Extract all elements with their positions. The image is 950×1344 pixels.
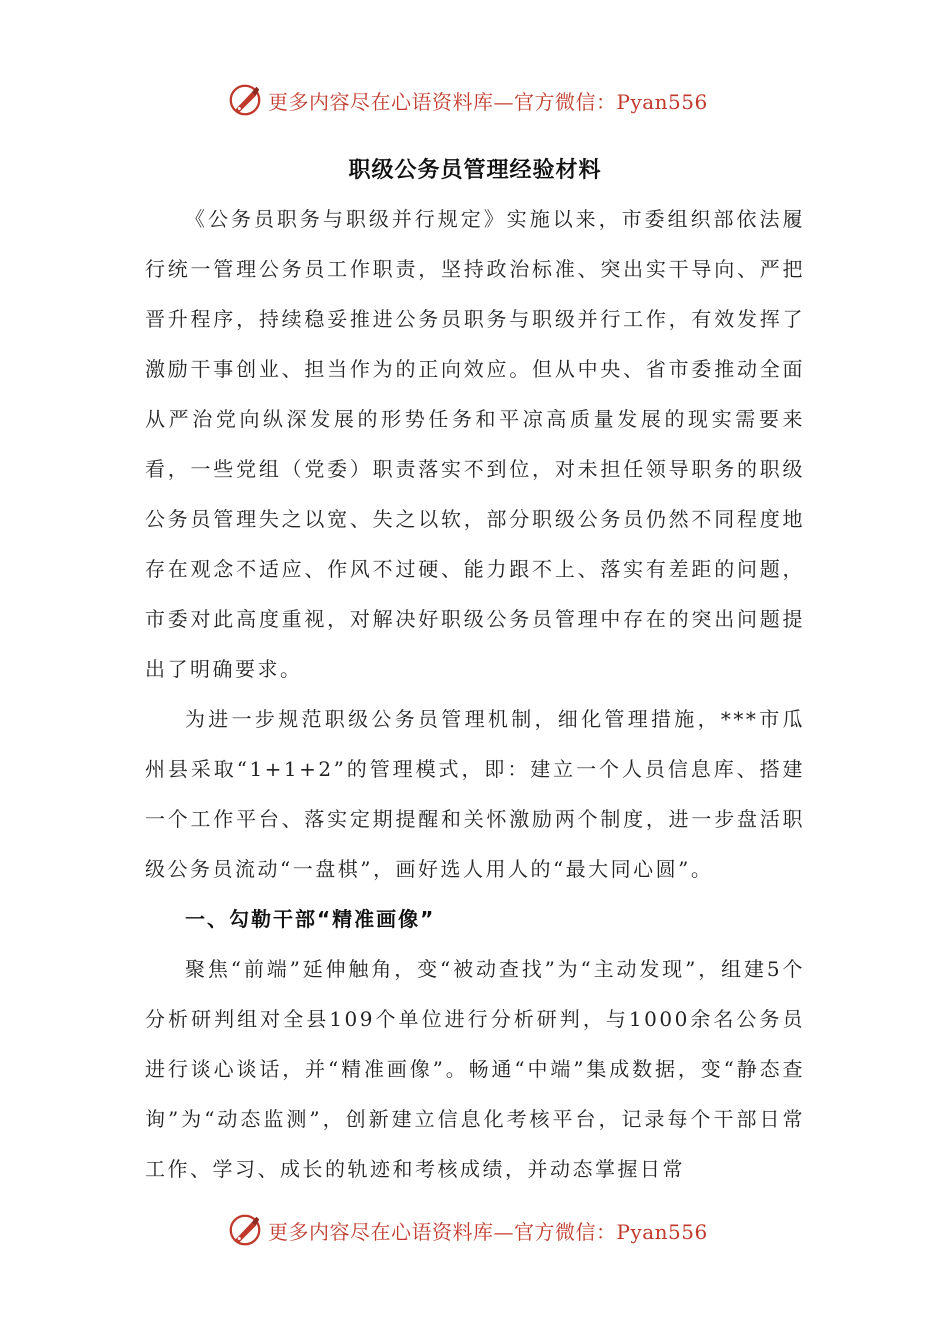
watermark-text: 更多内容尽在心语资料库—官方微信：Pyan556: [268, 89, 708, 114]
document-body: [145, 194, 805, 1194]
document-title: 职级公务员管理经验材料: [348, 158, 602, 183]
watermark-group: [226, 1210, 708, 1250]
pen-nib-logo-icon: [226, 1211, 264, 1249]
watermark-footer: [0, 1210, 950, 1250]
watermark-text: 更多内容尽在心语资料库—官方微信：Pyan556: [268, 1219, 708, 1244]
paragraph: 聚焦“前端”延伸触角，变“被动查找”为“主动发现”，组建5个分析研判组对全县109个单位进行分析研判，与1000余名公务员进行谈心谈话，并“精准画像”。畅通“中端”集成数据，变“静态查询”为“动态监测”，创新建立信息化考核平台，记录每个干部日常工作、学习、成长的轨迹和考核成绩，并动态掌握日常: [145, 957, 805, 1181]
paragraph: 《公务员职务与职级并行规定》实施以来，市委组织部依法履行统一管理公务员工作职责，坚持政治标准、突出实干导向、严把晋升程序，持续稳妥推进公务员职务与职级并行工作，有效发挥了激励干事创业、担当作为的正向效应。但从中央、省市委推动全面从严治党向纵深发展的形势任务和平凉高质量发展的现实需要来看，一些党组（党委）职责落实不到位，对未担任领导职务的职级公务员管理失之以宽、失之以软，部分职级公务员仍然不同程度地存在观念不适应、作风不过硬、能力跟不上、落实有差距的问题，市委对此高度重视，对解决好职级公务员管理中存在的突出问题提出了明确要求。: [145, 207, 805, 681]
section-heading: 一、勾勒干部“精准画像”: [185, 907, 436, 931]
watermark-group: [226, 80, 708, 120]
paragraph: 为进一步规范职级公务员管理机制，细化管理措施，***市瓜州县采取“1+1+2”的管理模式，即：建立一个人员信息库、搭建一个工作平台、落实定期提醒和关怀激励两个制度，进一步盘活职级公务员流动“一盘棋”，画好选人用人的“最大同心圆”。: [145, 707, 805, 881]
watermark-header: [0, 80, 950, 120]
pen-nib-logo-icon: [226, 81, 264, 119]
